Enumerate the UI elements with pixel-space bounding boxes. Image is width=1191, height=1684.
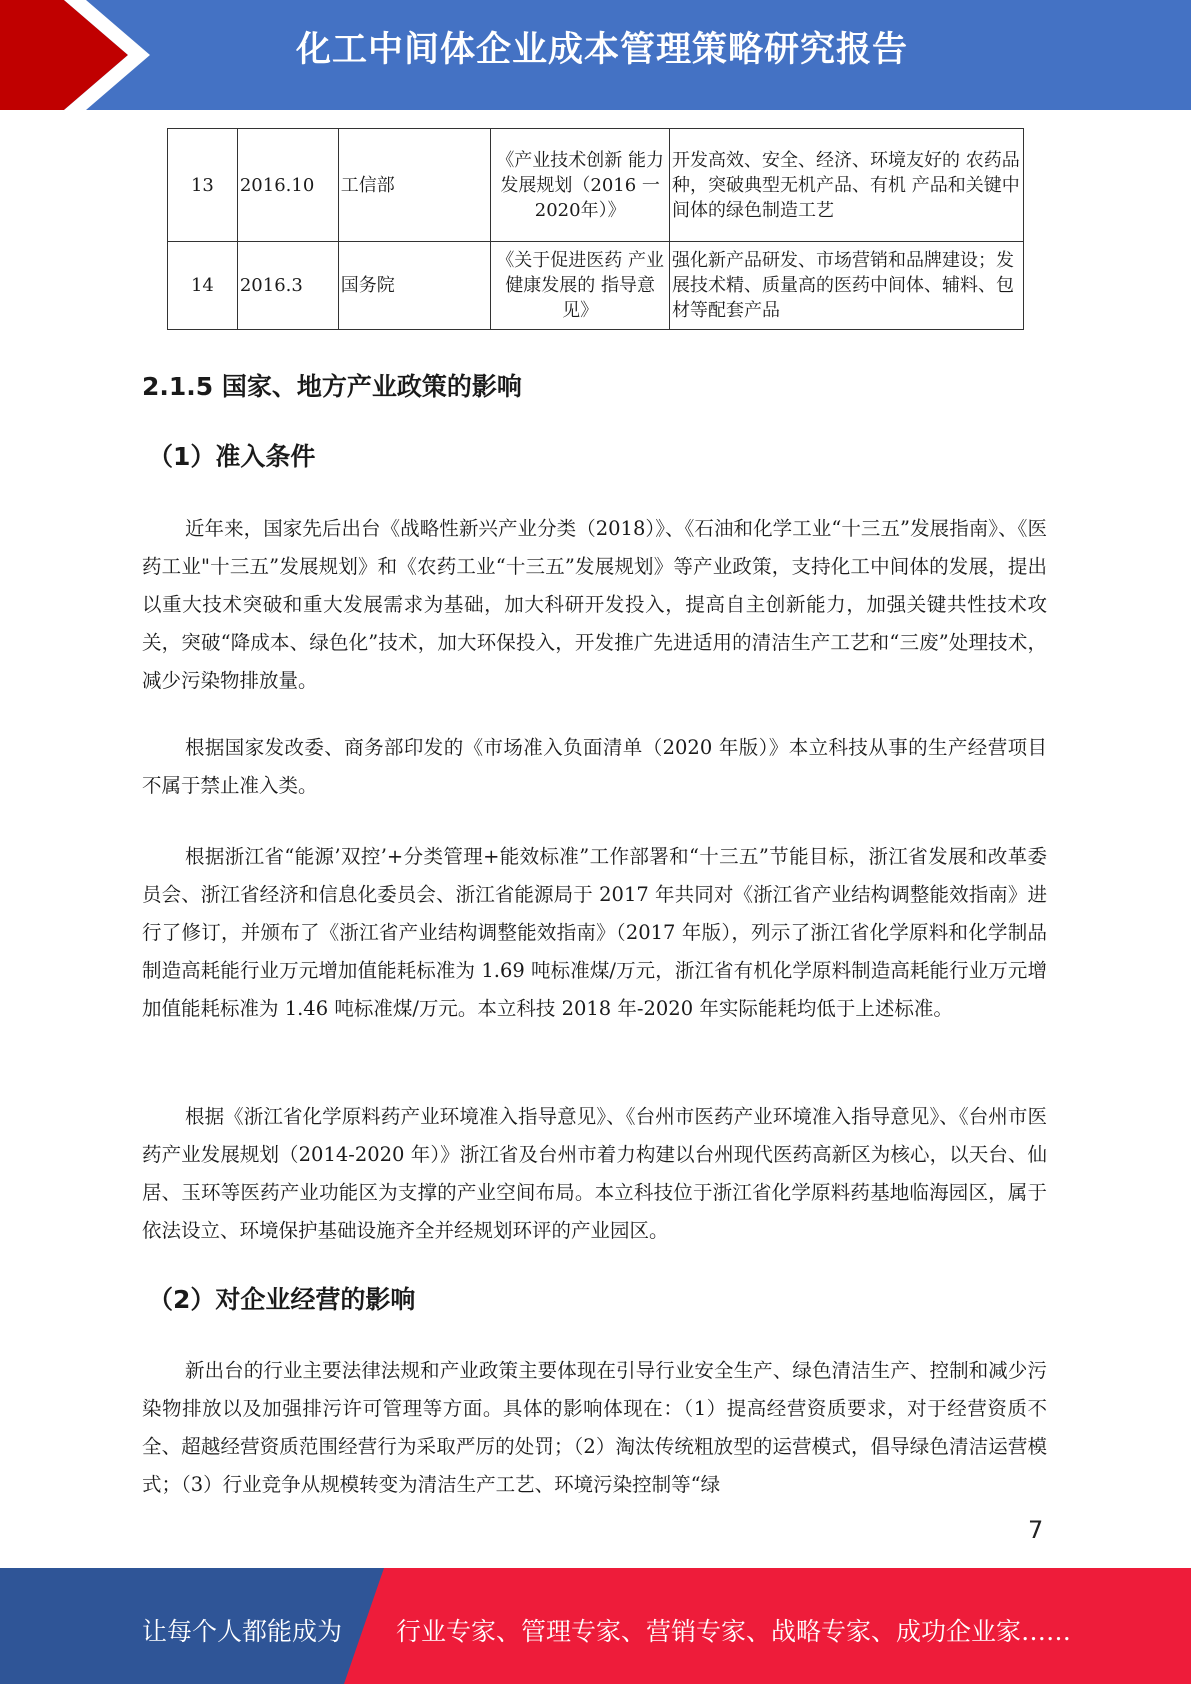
header-title: 化工中间体企业成本管理策略研究报告 <box>296 30 909 70</box>
section-heading: 2.1.5 国家、地方产业政策的影响 <box>142 372 522 401</box>
subsection-heading-access: （1）准入条件 <box>148 442 316 471</box>
subsection-heading-impact: （2）对企业经营的影响 <box>148 1285 416 1314</box>
page-number: 7 <box>1028 1516 1044 1544</box>
table-cell-doc: 《关于促进医药 产业健康发展的 指导意见》 <box>491 242 670 330</box>
table-cell-date: 2016.3 <box>237 242 338 330</box>
footer-slogan-left: 让每个人都能成为 <box>142 1617 343 1646</box>
paragraph-taizhou-pharma: 根据《浙江省化学原料药产业环境准入指导意见》、《台州市医药产业环境准入指导意见》、《台州市医药产业发展规划（2014-2020 年）》浙江省及台州市着力构建以台州现代医药高新区为核心，以天台、仙居、玉环等医药产业功能区为支撑的产业空间布局。本立科技位于浙江省化学原料药基地临海园区，属于依法设立、环境保护基础设施齐全并经规划环评的产业园区。 <box>142 1105 1047 1242</box>
paragraph-policy-overview: 近年来，国家先后出台《战略性新兴产业分类（2018）》、《石油和化学工业“十三五”发展指南》、《医药工业"十三五”发展规划》和《农药工业“十三五”发展规划》等产业政策，支持化工中间体的发展，提出以重大技术突破和重大发展需求为基础，加大科研开发投入，提高自主创新能力，加强关键共性技术攻关，突破“降成本、绿色化”技术，加大环保投入，开发推广先进适用的清洁生产工艺和“三废”处理技术，减少污染物排放量。 <box>142 517 1047 692</box>
table-row <box>168 129 1024 242</box>
table-cell-doc: 《产业技术创新 能力发展规划（2016 一 2020年）》 <box>491 129 670 242</box>
table-cell-date: 2016.10 <box>237 129 338 242</box>
table-cell-no: 13 <box>168 129 238 242</box>
paragraph-negative-list: 根据国家发改委、商务部印发的《市场准入负面清单（2020 年版）》本立科技从事的生产经营项目不属于禁止准入类。 <box>142 736 1047 797</box>
table-cell-content: 强化新产品研发、市场营销和品牌建设；发展技术精、质量高的医药中间体、辅料、包材等配套产品 <box>670 242 1024 330</box>
table-cell-org: 国务院 <box>338 242 491 330</box>
table-row <box>168 242 1024 330</box>
table-cell-org: 工信部 <box>338 129 491 242</box>
table-cell-no: 14 <box>168 242 238 330</box>
paragraph-business-impact: 新出台的行业主要法律法规和产业政策主要体现在引导行业安全生产、绿色清洁生产、控制和减少污染物排放以及加强排污许可管理等方面。具体的影响体现在：（1）提高经营资质要求，对于经营资质不全、超越经营资质范围经营行为采取严厉的处罚；（2）淘汰传统粗放型的运营模式，倡导绿色清洁运营模式；（3）行业竞争从规模转变为清洁生产工艺、环境污染控制等“绿 <box>142 1359 1047 1496</box>
paragraph-zhejiang-energy: 根据浙江省“能源’双控’+分类管理+能效标准”工作部署和“十三五”节能目标，浙江省发展和改革委员会、浙江省经济和信息化委员会、浙江省能源局于 2017 年共同对《浙江省产业结构调整能效指南》进行了修订，并颁布了《浙江省产业结构调整能效指南》（2017 年版），列示了浙江省化学原料和化学制品制造高耗能行业万元增加值能耗标准为 1.69 吨标准煤/万元，浙江省有机化学原料制造高耗能行业万元增加值能耗标准为 1.46 吨标准煤/万元。本立科技 2018 年-2020 年实际能耗均低于上述标准。 <box>142 845 1047 1020</box>
policy-table <box>167 128 1024 330</box>
page-header <box>0 0 1191 110</box>
page-footer <box>0 1568 1191 1684</box>
table-cell-content: 开发高效、安全、经济、环境友好的 农药品种，突破典型无机产品、有机 产品和关键中间体的绿色制造工艺 <box>670 129 1024 242</box>
footer-slogan-right: 行业专家、管理专家、营销专家、战略专家、成功企业家…… <box>396 1617 1072 1646</box>
